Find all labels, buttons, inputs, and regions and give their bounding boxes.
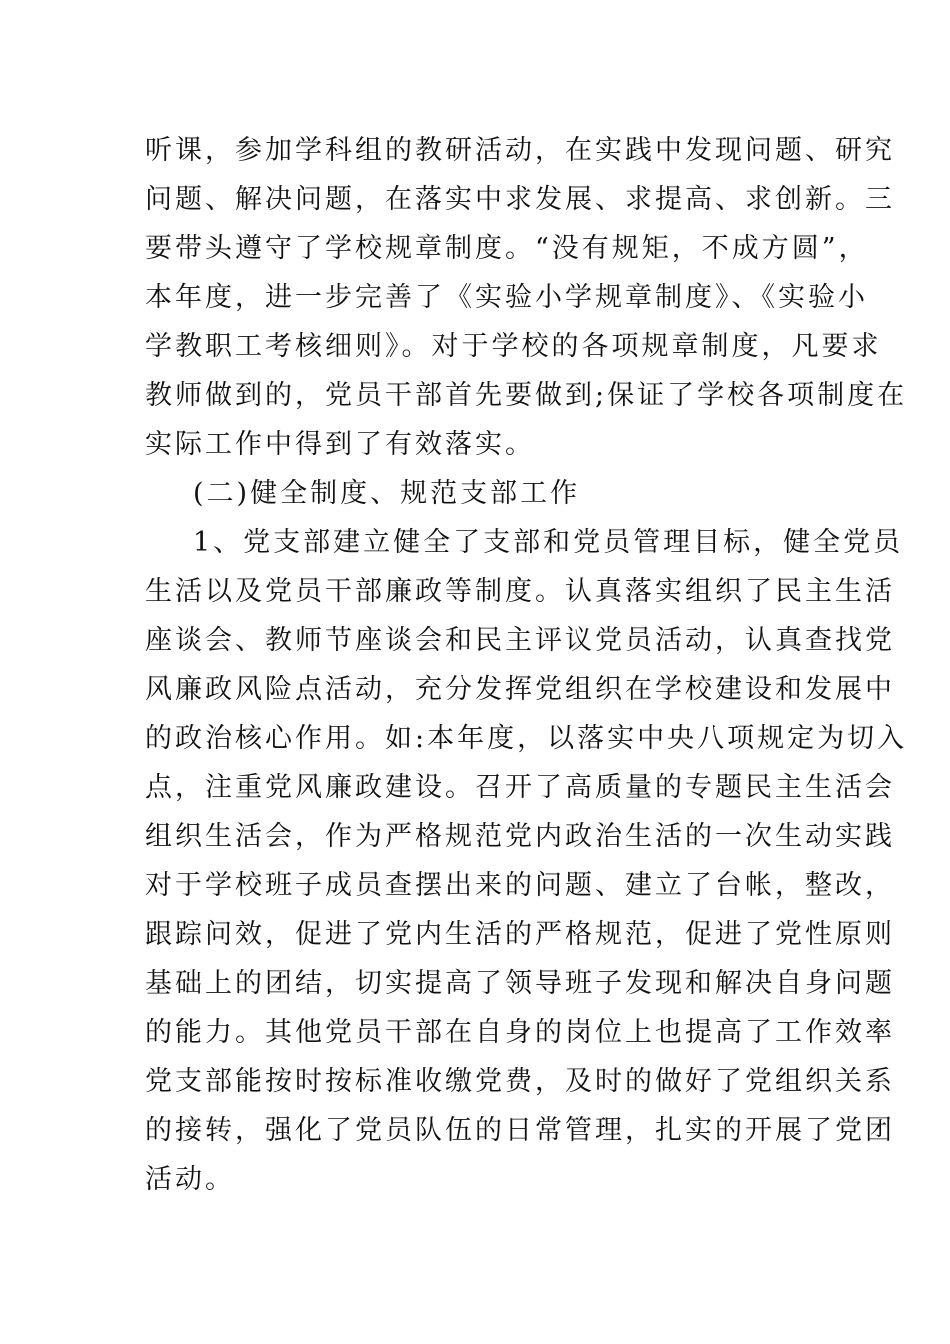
body-text — [145, 126, 908, 1204]
text-line: 的接转，强化了党员队伍的日常管理，扎实的开展了党团 — [145, 1115, 895, 1146]
text-line: 组织生活会，作为严格规范党内政治生活的一次生动实践 — [145, 821, 895, 852]
text-line: 听课，参加学科组的教研活动，在实践中发现问题、研究 — [145, 135, 895, 166]
text-line: 学教职工考核细则》。对于学校的各项规章制度，凡要求 — [145, 331, 882, 362]
text-line: 座谈会、教师节座谈会和民主评议党员活动，认真查找党 — [145, 625, 895, 656]
section-heading: (二)健全制度、规范支部工作 — [193, 478, 581, 509]
text-line: 1、党支部建立健全了支部和党员管理目标，健全党员 — [193, 527, 904, 558]
text-line: 跟踪问效，促进了党内生活的严格规范，促进了党性原则 — [145, 919, 895, 950]
text-line: 点，注重党风廉政建设。召开了高质量的专题民主生活会 — [145, 772, 895, 803]
text-line: 教师做到的，党员干部首先要做到;保证了学校各项制度在 — [145, 380, 908, 411]
text-line: 的能力。其他党员干部在自身的岗位上也提高了工作效率 — [145, 1017, 895, 1048]
text-line: 活动。 — [145, 1164, 235, 1195]
text-line: 风廉政风险点活动，充分发挥党组织在学校建设和发展中 — [145, 674, 895, 705]
text-line: 生活以及党员干部廉政等制度。认真落实组织了民主生活 — [145, 576, 895, 607]
text-line: 党支部能按时按标准收缴党费，及时的做好了党组织关系 — [145, 1066, 895, 1097]
text-line: 要带头遵守了学校规章制度。“没有规矩，不成方圆”， — [145, 233, 869, 264]
text-line: 本年度，进一步完善了《实验小学规章制度》、《实验小 — [145, 282, 868, 313]
text-line: 的政治核心作用。如:本年度，以落实中央八项规定为切入 — [145, 723, 908, 754]
text-line: 对于学校班子成员查摆出来的问题、建立了台帐，整改， — [145, 870, 895, 901]
text-line: 实际工作中得到了有效落实。 — [145, 429, 535, 460]
text-line: 问题、解决问题，在落实中求发展、求提高、求创新。三 — [145, 184, 895, 215]
text-line: 基础上的团结，切实提高了领导班子发现和解决自身问题 — [145, 968, 895, 999]
